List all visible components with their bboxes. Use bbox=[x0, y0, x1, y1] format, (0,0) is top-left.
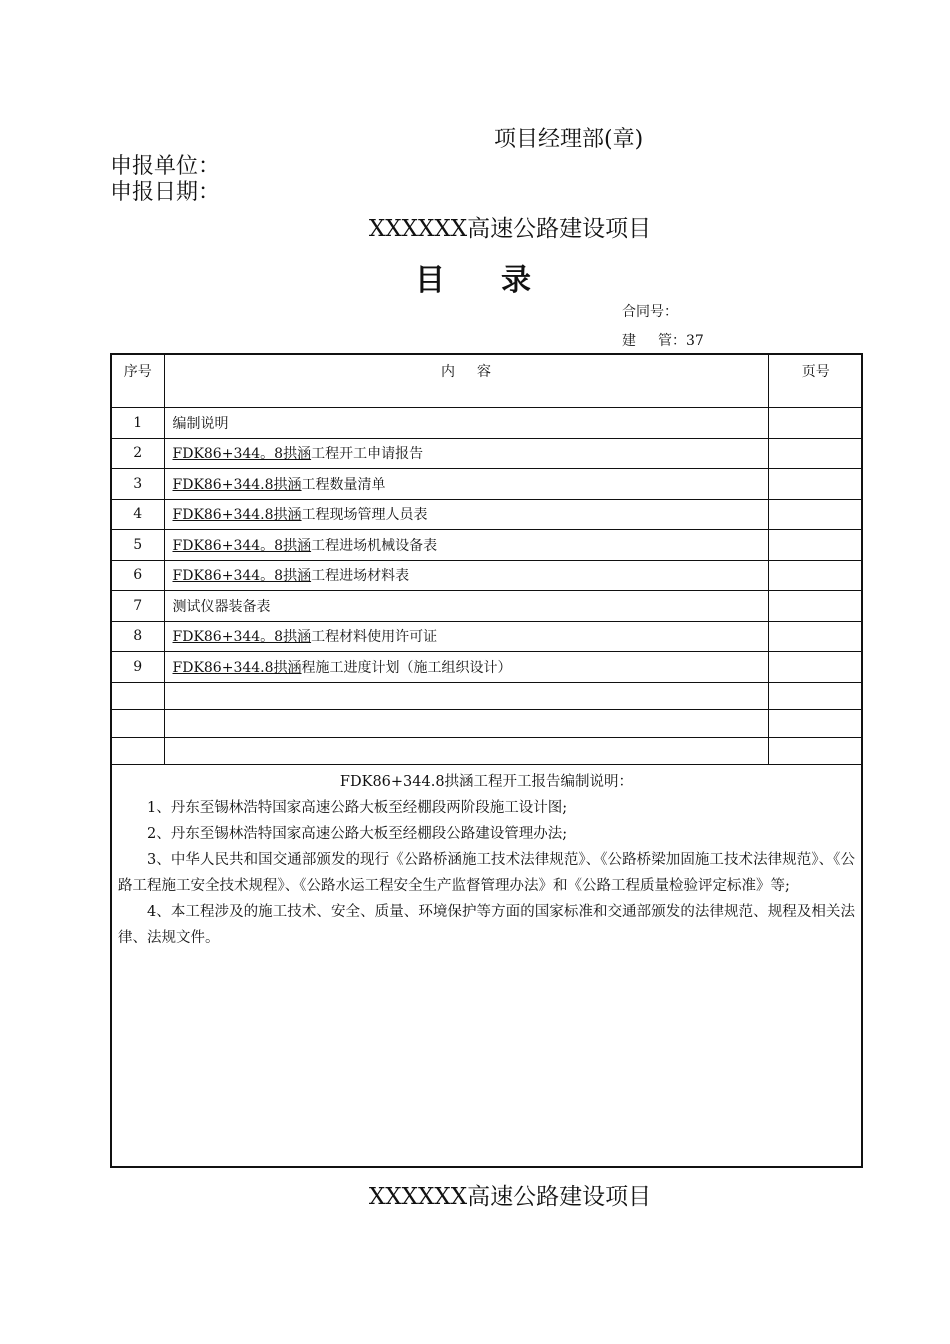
row-content-prefix: FDK86+344.8拱涵 bbox=[172, 476, 302, 493]
row-content-text: 工程进场机械设备表 bbox=[311, 537, 438, 554]
blank-row bbox=[112, 737, 863, 765]
row-content-text: 工程数量清单 bbox=[301, 476, 386, 493]
jg-label-left: 建 bbox=[622, 333, 636, 349]
blank-cell bbox=[164, 737, 768, 765]
blank-cell bbox=[164, 710, 768, 738]
row-page bbox=[768, 530, 863, 561]
row-page bbox=[768, 652, 863, 683]
row-content bbox=[164, 560, 768, 591]
row-seq: 5 bbox=[112, 530, 164, 561]
table-row bbox=[112, 652, 863, 683]
table-row bbox=[112, 469, 863, 500]
row-seq: 3 bbox=[112, 469, 164, 500]
row-content-text: 工程现场管理人员表 bbox=[301, 507, 428, 524]
row-content bbox=[164, 652, 768, 683]
blank-cell bbox=[768, 737, 863, 765]
row-page bbox=[768, 408, 863, 439]
jg-label bbox=[622, 330, 704, 350]
blank-row bbox=[112, 682, 863, 710]
application-date-label: 申报日期： bbox=[110, 180, 221, 205]
row-page bbox=[768, 591, 863, 622]
blank-row bbox=[112, 710, 863, 738]
notes-title: FDK86+344.8拱涵工程开工报告编制说明： bbox=[339, 774, 634, 790]
jg-label-right: 管：37 bbox=[658, 333, 704, 349]
row-seq: 6 bbox=[112, 560, 164, 591]
row-content-text: 编制说明 bbox=[172, 415, 229, 432]
row-seq: 7 bbox=[112, 591, 164, 622]
contract-number-label: 合同号： bbox=[622, 304, 678, 320]
blank-cell bbox=[112, 682, 164, 710]
blank-cell bbox=[164, 682, 768, 710]
row-content-text: 程施工进度计划（施工组织设计） bbox=[301, 659, 512, 676]
row-page bbox=[768, 438, 863, 469]
header-content-left: 内 bbox=[441, 364, 455, 380]
row-content-prefix: FDK86+344。8拱涵 bbox=[172, 446, 312, 463]
row-content-prefix: FDK86+344。8拱涵 bbox=[172, 568, 312, 585]
row-content-prefix: FDK86+344。8拱涵 bbox=[172, 537, 312, 554]
row-content-text: 测试仪器装备表 bbox=[172, 598, 271, 615]
row-page bbox=[768, 560, 863, 591]
row-content-text: 工程材料使用许可证 bbox=[311, 629, 438, 646]
notes-item: 4、本工程涉及的施工技术、安全、质量、环境保护等方面的国家标准和交通部颁发的法律规范、规程及相关法律、法规文件。 bbox=[118, 904, 855, 946]
row-content-prefix: FDK86+344.8拱涵 bbox=[172, 507, 302, 524]
row-content bbox=[164, 469, 768, 500]
row-seq: 8 bbox=[112, 621, 164, 652]
header-content-right: 容 bbox=[477, 364, 491, 380]
row-content bbox=[164, 408, 768, 439]
row-page bbox=[768, 469, 863, 500]
row-seq: 9 bbox=[112, 652, 164, 683]
header-seq: 序号 bbox=[112, 355, 164, 408]
row-content bbox=[164, 438, 768, 469]
table-row bbox=[112, 591, 863, 622]
row-page bbox=[768, 499, 863, 530]
notes-item: 2、丹东至锡林浩特国家高速公路大板至经棚段公路建设管理办法; bbox=[147, 826, 568, 842]
row-content bbox=[164, 621, 768, 652]
row-seq: 2 bbox=[112, 438, 164, 469]
blank-cell bbox=[112, 737, 164, 765]
table-row bbox=[112, 560, 863, 591]
row-content bbox=[164, 591, 768, 622]
toc-table bbox=[112, 355, 863, 765]
row-content-text: 工程开工申请报告 bbox=[311, 446, 424, 463]
toc-title-left: 目 bbox=[415, 263, 449, 298]
table-row bbox=[112, 530, 863, 561]
row-page bbox=[768, 621, 863, 652]
toc-title bbox=[0, 255, 950, 299]
row-content bbox=[164, 530, 768, 561]
header-content bbox=[164, 355, 768, 408]
row-content-text: 工程进场材料表 bbox=[311, 568, 410, 585]
table-header-row bbox=[112, 355, 863, 408]
table-row bbox=[112, 408, 863, 439]
table-row bbox=[112, 438, 863, 469]
toc-title-right: 录 bbox=[501, 263, 535, 298]
table-row bbox=[112, 621, 863, 652]
notes-item: 1、丹东至锡林浩特国家高速公路大板至经棚段两阶段施工设计图; bbox=[147, 800, 568, 816]
seal-label: 项目经理部(章) bbox=[494, 127, 644, 152]
footer-project-title: XXXXXX高速公路建设项目 bbox=[368, 1184, 652, 1210]
compilation-notes bbox=[112, 765, 861, 951]
project-title: XXXXXX高速公路建设项目 bbox=[368, 216, 652, 242]
blank-cell bbox=[768, 682, 863, 710]
blank-cell bbox=[112, 710, 164, 738]
notes-item: 3、中华人民共和国交通部颁发的现行《公路桥涵施工技术法律规范》、《公路桥梁加固施工技术法律规范》、《公路工程施工安全技术规程》、《公路水运工程安全生产监督管理办法》和《公路工程质量检验评定标准》等; bbox=[118, 852, 855, 894]
row-content-prefix: FDK86+344.8拱涵 bbox=[172, 659, 302, 676]
toc-frame bbox=[110, 353, 863, 1168]
header-page: 页号 bbox=[768, 355, 863, 408]
blank-cell bbox=[768, 710, 863, 738]
row-content-prefix: FDK86+344。8拱涵 bbox=[172, 629, 312, 646]
row-seq: 1 bbox=[112, 408, 164, 439]
table-row bbox=[112, 499, 863, 530]
applicant-unit-label: 申报单位： bbox=[110, 154, 221, 179]
row-seq: 4 bbox=[112, 499, 164, 530]
row-content bbox=[164, 499, 768, 530]
